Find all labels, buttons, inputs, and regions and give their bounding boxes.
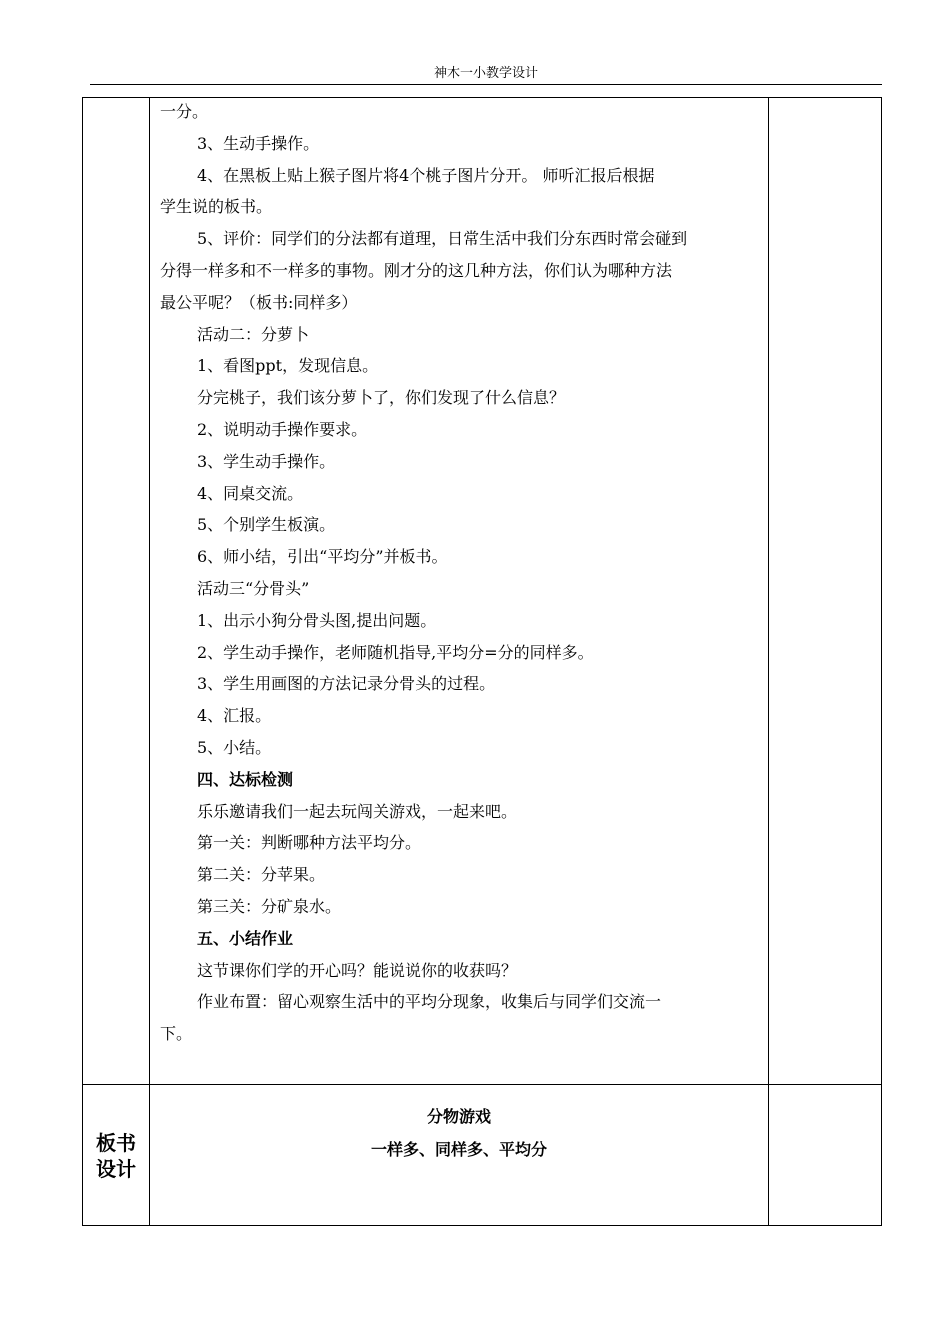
content-line: 第一关：判断哪种方法平均分。 [197, 833, 422, 853]
content-line: 学生说的板书。 [160, 197, 273, 217]
lesson-content [160, 96, 762, 1050]
content-line: 乐乐邀请我们一起去玩闯关游戏，一起来吧。 [197, 801, 518, 821]
board-design-label-line1: 板书 [96, 1131, 136, 1155]
content-line: 3、生动手操作。 [197, 133, 320, 153]
content-line: 4、在黑板上贴上猴子图片将4个桃子图片分开。 师听汇报后根据 [197, 165, 655, 185]
content-line: 3、学生动手操作。 [197, 451, 336, 471]
page-header: 神木一小教学设计 [433, 66, 538, 81]
board-title: 分物游戏 [426, 1107, 491, 1126]
content-line: 作业布置：留心观察生活中的平均分现象，收集后与同学们交流一 [197, 992, 662, 1012]
content-line: 第二关：分苹果。 [197, 865, 326, 885]
content-line: 下。 [160, 1024, 193, 1044]
content-line: 5、评价：同学们的分法都有道理，日常生活中我们分东西时常会碰到 [197, 229, 688, 249]
board-design-label [83, 1130, 149, 1182]
table-column-divider-right [768, 98, 769, 1225]
table-row-divider [83, 1084, 881, 1085]
content-line: 2、说明动手操作要求。 [197, 419, 368, 439]
content-line: 一分。 [160, 102, 209, 121]
content-line: 1、看图ppt，发现信息。 [197, 356, 379, 376]
content-line: 1、出示小狗分骨头图,提出问题。 [197, 610, 437, 630]
board-design-label-line2: 设计 [96, 1157, 136, 1181]
section-heading: 四、达标检测 [197, 769, 294, 789]
section-heading: 五、小结作业 [197, 928, 294, 948]
table-column-divider-left [149, 98, 150, 1225]
content-line: 第三关：分矿泉水。 [197, 896, 342, 916]
content-line: 3、学生用画图的方法记录分骨头的过程。 [197, 674, 496, 694]
header-rule [90, 84, 882, 85]
content-line: 分得一样多和不一样多的事物。刚才分的这几种方法，你们认为哪种方法 [160, 260, 673, 280]
content-line: 活动三“分骨头” [197, 578, 310, 598]
content-line: 2、学生动手操作，老师随机指导,平均分=分的同样多。 [197, 642, 594, 662]
content-line: 4、汇报。 [197, 706, 272, 726]
content-line: 活动二：分萝卜 [197, 324, 310, 344]
content-line: 4、同桌交流。 [197, 483, 304, 503]
content-line: 5、小结。 [197, 737, 272, 757]
content-line: 这节课你们学的开心吗？能说说你的收获吗？ [197, 960, 518, 980]
content-line: 6、师小结，引出“平均分”并板书。 [197, 547, 448, 567]
content-line: 分完桃子，我们该分萝卜了，你们发现了什么信息？ [197, 388, 566, 408]
content-line: 5、个别学生板演。 [197, 515, 336, 535]
content-line: 最公平呢？（板书:同样多） [160, 292, 358, 312]
board-subtitle: 一样多、同样多、平均分 [370, 1140, 547, 1159]
